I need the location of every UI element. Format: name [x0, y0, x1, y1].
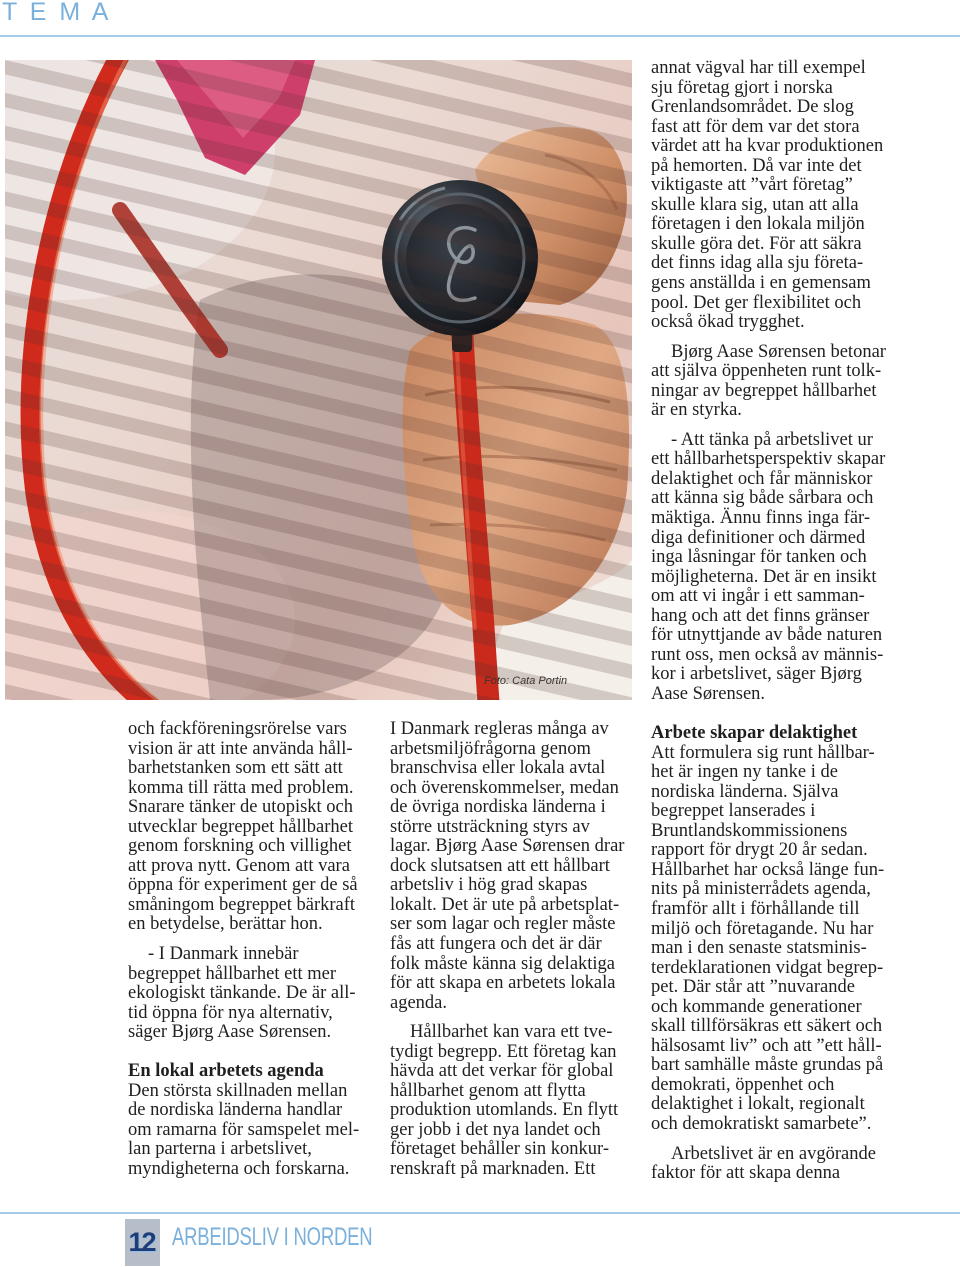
subheading: Arbete skapar delaktighet — [651, 723, 858, 744]
article-paragraph: Arbetslivet är en avgörande faktor för att skapa denna — [651, 1143, 876, 1184]
article-paragraph: Bjørg Aase Sørensen betonar att själva öppenheten runt tolk- ningar av begreppet hållbarhet är en styrka. — [651, 341, 886, 421]
footer-rule — [0, 1212, 960, 1214]
article-column-2 — [390, 720, 635, 1180]
page-number: 12 — [128, 1227, 155, 1257]
article-column-1 — [128, 720, 373, 1180]
section-label: T E M A — [2, 0, 112, 26]
page-number-box — [125, 1219, 160, 1266]
article-paragraph: Den största skillnaden mellan de nordiska länderna handlar om ramarna för samspelet mel- lan parterna i arbetslivet, myndigheterna och forskarna. — [128, 1080, 360, 1180]
blinds-light — [5, 60, 632, 700]
header-rule — [0, 35, 960, 37]
article-paragraph: - Att tänka på arbetslivet ur ett hållbarhetsperspektiv skapar delaktighet och får människor att känna sig både sårbara och mäktiga. Ännu finns inga fär- diga definitioner och därmed inga låsningar för tanken och möjligheterna. Det är en insikt om att vi ingår i ett samman- hang och att det finns gränser för utnyttjande av både naturen runt oss, men också av männis- kor i arbetslivet, säger Bjørg Aase Sørensen. — [651, 429, 886, 704]
subheading: En lokal arbetets agenda — [128, 1061, 324, 1082]
photo-credit: Foto: Cata Portin — [484, 675, 568, 687]
article-paragraph: och fackföreningsrörelse vars vision är att inte använda håll- barhetstanken som ett sätt att komma till rätta med problem. Snarare tänker de utopiskt och utvecklar begreppet hållbarhet genom forskning och villighet att prova nytt. Genom att vara öppna för experiment ger de så småningom begreppet bärkraft en betydelse, berättar hon. — [128, 719, 358, 935]
publication-name: ARBEIDSLIV I NORDEN — [172, 1223, 373, 1251]
article-paragraph: Att formulera sig runt hållbar- het är ingen ny tanke i de nordiska länderna. Själva begreppet lanserades i Bruntlandskommissionens rapport för drygt 20 år sedan. Hållbarhet har också länge fun- nits på ministerrådets agenda, framför allt i förhållande till miljö och företagande. Nu har man i den senaste statsminis- terdeklarationen vidgat begrep- pet. Där står att ”nuvarande och kommande generationer skall tillförsäkras ett säkert och hälsosamt liv” och att ”ett håll- bart samhälle måste grundas på demokrati, öppenhet och delaktighet i lokalt, regionalt och demokratiskt samarbete”. — [651, 742, 885, 1134]
stethoscope-photo — [5, 60, 632, 700]
article-paragraph: I Danmark regleras många av arbetsmiljöfrågorna genom branschvisa eller lokala avtal och överenskommelser, medan de övriga nordiska länderna i större utsträckning styrs av lagar. Bjørg Aase Sørensen drar dock slutsatsen att ett hållbart arbetsliv i hög grad skapas lokalt. Det är ute på arbetsplat- ser som lagar och regler måste fås att fungera och det är där folk måste känna sig delaktiga för att skapa en arbetets lokala agenda. — [390, 719, 625, 1013]
article-paragraph: annat vägval har till exempel sju företag gjort i norska Grenlandsområdet. De slog fast att för dem var det stora värdet att ha kvar produktionen på hemorten. Då var inte det viktigaste att ”vårt företag” skulle klara sig, utan att alla företagen i den lokala miljön skulle göra det. För att säkra det finns idag alla sju företa- gens anställda i en gemensam pool. Det ger flexibilitet och också ökad trygghet. — [651, 58, 884, 333]
article-column-3 — [651, 59, 906, 1184]
photo-illustration — [5, 60, 632, 700]
article-paragraph: Hållbarhet kan vara ett tve- tydigt begrepp. Ett företag kan hävda att det verkar för global hållbarhet genom att flytta produktion utomlands. En flytt ger jobb i det nya landet och företaget behåller sin konkur- renskraft på marknaden. Ett — [390, 1022, 619, 1180]
article-paragraph: - I Danmark innebär begreppet hållbarhet ett mer ekologiskt tänkande. De är all- tid öppna för nya alternativ, säger Bjørg Aase Sørensen. — [128, 944, 356, 1043]
